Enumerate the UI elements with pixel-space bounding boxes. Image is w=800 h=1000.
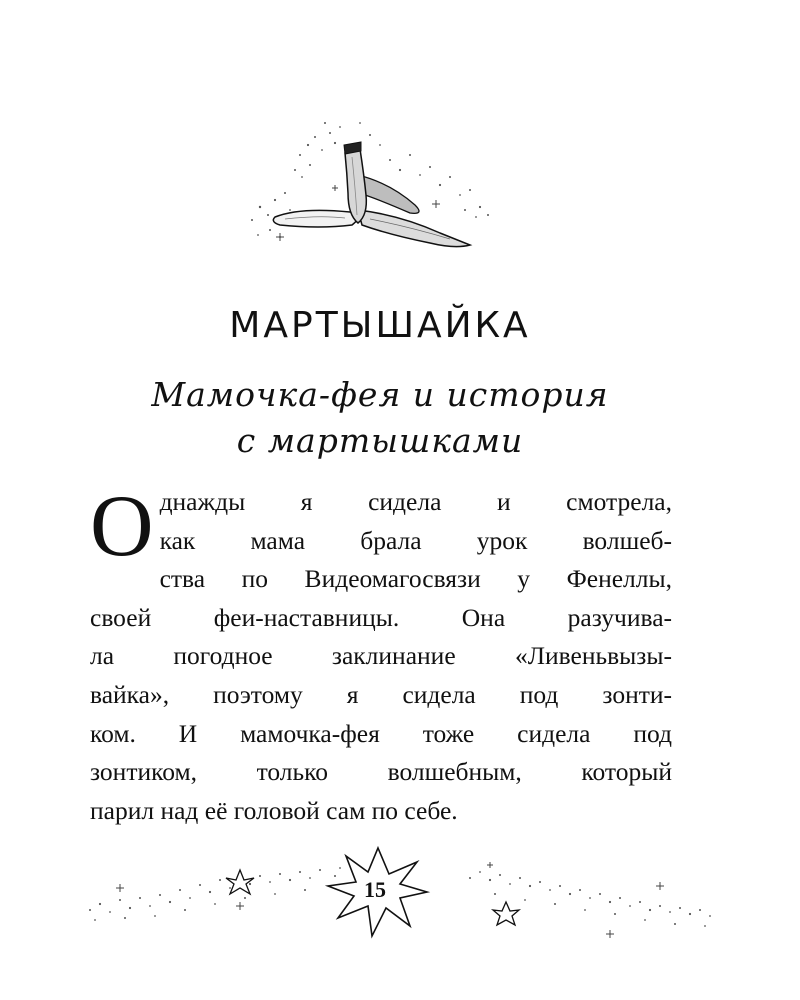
subtitle-line-1: Мамочка-фея и история [151, 375, 609, 414]
drop-cap: О [90, 478, 154, 575]
body-text [90, 478, 672, 830]
chapter-title: МАРТЫШАЙКА [229, 305, 531, 346]
subtitle-line-2: с мартышками [236, 421, 524, 460]
footer-ornament [70, 840, 730, 950]
chapter-subtitle [0, 372, 760, 464]
body-line: своей феи-наставницы. Она разучива- [90, 602, 672, 632]
body-line: зонтиком, только волшебным, который [90, 757, 672, 787]
body-line: днажды я сидела и смотрела, [159, 487, 672, 516]
small-star-left-icon [226, 870, 254, 894]
small-star-right-icon [493, 902, 519, 925]
body-line: как мама брала урок волшеб- [159, 525, 672, 555]
body-line: ком. И мамочка-фея тоже сидела под [90, 718, 672, 748]
page-number: 15 [364, 877, 386, 902]
banana-peel-icon [240, 115, 510, 265]
body-line: парил над её головой сам по себе. [90, 795, 458, 825]
body-line: ла погодное заклинание «Ливеньвызы- [90, 641, 672, 671]
body-line: ства по Видеомагосвязи у Фенеллы, [159, 564, 672, 594]
body-line: вайка», поэтому я сидела под зонти- [90, 679, 672, 709]
